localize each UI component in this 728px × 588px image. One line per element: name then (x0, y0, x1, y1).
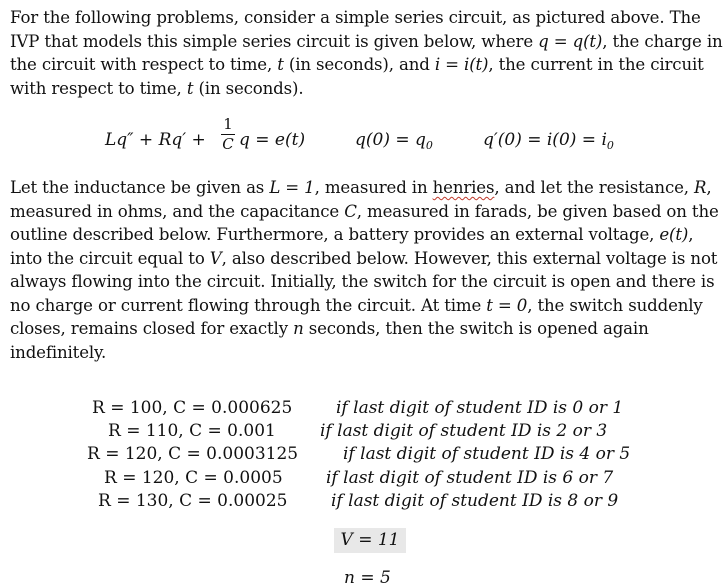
description-paragraph: Let the inductance be given as L = 1, measured in henries, and let the resistance, R, measured in ohms, and the capacitance C, measured in farads, be given based on the outline described below. Furthermore, a battery provides an external voltage, e(t), into the circuit equal to V, also described below. However, this external voltage is not always flowing into the circuit. Initially, the switch for the circuit is open and there is no charge or current flowing through the circuit. At time t = 0, the switch suddenly closes, remains closed for exactly n seconds, then the switch is opened again indefinitely. (10, 178, 719, 362)
condition-row: R = 120, C = 0.0003125 (87, 444, 299, 464)
duration-value: n = 5 (344, 568, 391, 588)
condition-text: if last digit of student ID is 8 or 9 (331, 491, 619, 511)
condition-text: if last digit of student ID is 0 or 1 (336, 398, 624, 418)
spellcheck-word: henries (432, 178, 495, 197)
initial-condition-current: $q'(0) = i(0) = i_0$ (483, 130, 614, 152)
intro-paragraph: For the following problems, consider a simple series circuit, as pictured above. The IVP that models this simple series circuit is given below, where q = q(t), the charge in the circuit with respect to time, t (in seconds), and i = i(t), the current in the circuit with respect to time, t (in seconds). (10, 8, 723, 98)
condition-row: R = 110, C = 0.001 (108, 421, 276, 441)
condition-row: R = 120, C = 0.0005 (104, 468, 283, 488)
condition-text: if last digit of student ID is 6 or 7 (326, 468, 614, 488)
fraction-1-over-c: $\frac{1}{C}$ (222, 115, 234, 153)
voltage-value: V = 11 (334, 528, 406, 553)
condition-row: R = 130, C = 0.00025 (98, 491, 288, 511)
condition-row: R = 100, C = 0.000625 (92, 398, 293, 418)
document-page: For the following problems, consider a simple series circuit, as pictured above. The IVP that models this simple series circuit is given below, where q = q(t), the charge in the circuit with respect to time, t (in seconds), and i = i(t), the current in the circuit with respect to time, t (in seconds). Lq″ + Rq′ + $\frac{1}{C}$ q = e(t) $q(0) = q_0$ $q'(0) = i(0) = i_0$ Let the inductance be given as L = 1, measured in henries, and let the resistance, R, measured in ohms, and the capacitance C, measured in farads, be given based on the outline described below. Furthermore, a battery provides an external voltage, e(t), into the circuit equal to V, also described below. However, this external voltage is not always flowing into the circuit. Initially, the switch for the circuit is open and there is no charge or current flowing through the circuit. At time t = 0, the switch suddenly closes, remains closed for exactly n seconds, then the switch is opened again indefinitely. R = 100, C = 0.000625 if last digit of student ID is 0 or 1 R = 110, C = 0.001 if last digit of student ID is 2 or 3 R = 120, C = 0.0003125 if last digit of student ID is 4 or 5 R = 120, C = 0.0005 if last digit of student ID is 6 or 7 R = 130, C = 0.00025 if last digit of student ID is 8 or 9 V = 11 n = 5 (0, 0, 728, 588)
condition-text: if last digit of student ID is 2 or 3 (320, 421, 608, 441)
initial-condition-charge: $q(0) = q_0$ (355, 130, 433, 152)
condition-text: if last digit of student ID is 4 or 5 (343, 444, 631, 464)
